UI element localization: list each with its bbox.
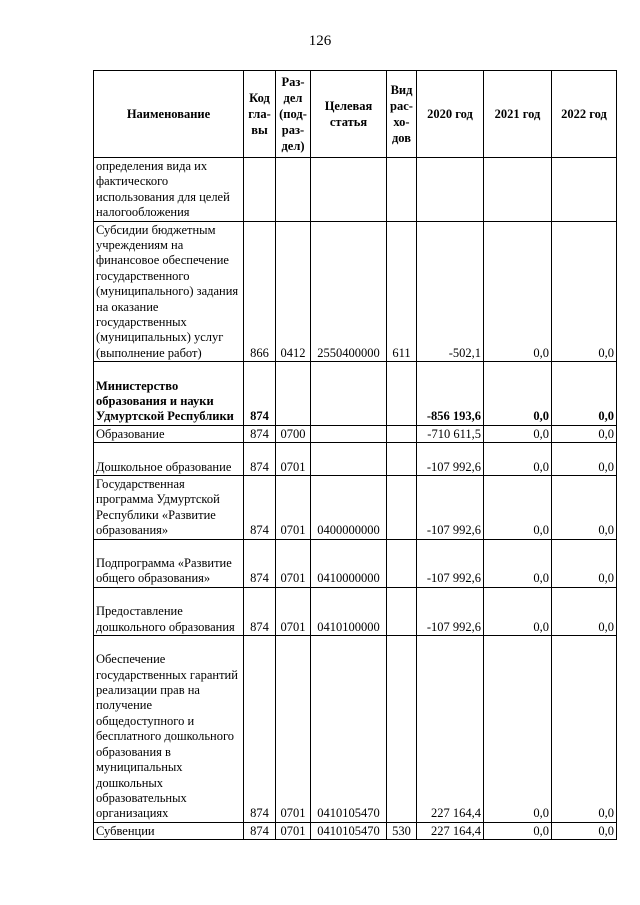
row-section: 0701 (276, 822, 311, 839)
row-type (387, 362, 417, 426)
row-article (311, 425, 387, 442)
table-row (94, 425, 617, 442)
row-value-2021: 0,0 (484, 425, 552, 442)
row-value-2021: 0,0 (484, 475, 552, 539)
header-section-line: Раз- (281, 75, 305, 89)
header-section-line: раз- (281, 123, 305, 137)
row-article: 0410100000 (311, 587, 387, 635)
row-code: 874 (244, 425, 276, 442)
row-value-2020: -502,1 (417, 221, 484, 362)
header-article-line: Целевая (324, 99, 373, 113)
row-code (244, 158, 276, 222)
row-value-2022: 0,0 (552, 635, 617, 822)
row-type (387, 443, 417, 476)
header-type-line: Вид (390, 83, 413, 97)
table-row (94, 443, 617, 476)
header-type-line: хо- (393, 115, 410, 129)
row-article: 0410000000 (311, 539, 387, 587)
row-name: Образование (94, 425, 244, 442)
row-article: 2550400000 (311, 221, 387, 362)
row-article (311, 362, 387, 426)
header-code-line: вы (251, 123, 268, 137)
row-section: 0701 (276, 539, 311, 587)
header-type (387, 71, 417, 158)
header-name: Наименование (94, 71, 244, 158)
row-value-2022: 0,0 (552, 587, 617, 635)
table-row (94, 362, 617, 426)
row-name: Предоставление дошкольного образования (94, 587, 244, 635)
row-name: Дошкольное образование (94, 443, 244, 476)
page-number: 126 (308, 33, 332, 49)
row-type: 611 (387, 221, 417, 362)
row-name: Субсидии бюджетным учреждениям на финансовое обеспечение государственного (муниципального) задания на оказание государственных (муниципальных) услуг (выполнение работ) (94, 221, 244, 362)
row-value-2020: -107 992,6 (417, 443, 484, 476)
row-value-2022: 0,0 (552, 443, 617, 476)
row-type (387, 158, 417, 222)
row-value-2022: 0,0 (552, 822, 617, 839)
row-code: 874 (244, 362, 276, 426)
header-2022: 2022 год (552, 71, 617, 158)
row-value-2020 (417, 158, 484, 222)
row-name: Обеспечение государственных гарантий реализации прав на получение общедоступного и бесплатного дошкольного образования в муниципальных дошкольных образовательных организациях (94, 635, 244, 822)
header-type-line: рас- (390, 99, 413, 113)
row-section: 0701 (276, 587, 311, 635)
row-code: 874 (244, 539, 276, 587)
header-2020: 2020 год (417, 71, 484, 158)
row-value-2020: -107 992,6 (417, 475, 484, 539)
header-section-line: дел (283, 91, 303, 105)
row-article (311, 443, 387, 476)
row-code: 874 (244, 822, 276, 839)
row-name: Подпрограмма «Развитие общего образования» (94, 539, 244, 587)
row-value-2021: 0,0 (484, 443, 552, 476)
table-row (94, 822, 617, 839)
row-section: 0700 (276, 425, 311, 442)
row-value-2022: 0,0 (552, 475, 617, 539)
row-value-2021: 0,0 (484, 539, 552, 587)
row-value-2021: 0,0 (484, 822, 552, 839)
row-value-2022: 0,0 (552, 362, 617, 426)
row-value-2020: -856 193,6 (417, 362, 484, 426)
budget-table (93, 70, 617, 840)
row-type (387, 587, 417, 635)
row-value-2020: -107 992,6 (417, 539, 484, 587)
row-value-2022 (552, 158, 617, 222)
row-code: 874 (244, 443, 276, 476)
row-name: Государственная программа Удмуртской Республики «Развитие образования» (94, 475, 244, 539)
row-article: 0400000000 (311, 475, 387, 539)
row-article: 0410105470 (311, 822, 387, 839)
row-code: 874 (244, 587, 276, 635)
table-row (94, 539, 617, 587)
header-code (244, 71, 276, 158)
row-value-2021: 0,0 (484, 635, 552, 822)
row-value-2021: 0,0 (484, 362, 552, 426)
row-section: 0412 (276, 221, 311, 362)
row-section (276, 158, 311, 222)
row-name: определения вида их фактического использования для целей налогообложения (94, 158, 244, 222)
row-value-2022: 0,0 (552, 539, 617, 587)
header-section (276, 71, 311, 158)
row-section: 0701 (276, 443, 311, 476)
header-code-line: гла- (248, 107, 271, 121)
row-article: 0410105470 (311, 635, 387, 822)
row-value-2020: 227 164,4 (417, 822, 484, 839)
row-value-2020: 227 164,4 (417, 635, 484, 822)
row-type (387, 635, 417, 822)
header-type-line: дов (391, 131, 411, 145)
row-code: 874 (244, 635, 276, 822)
row-section (276, 362, 311, 426)
table-row (94, 587, 617, 635)
row-name: Субвенции (94, 822, 244, 839)
row-value-2021: 0,0 (484, 587, 552, 635)
row-type: 530 (387, 822, 417, 839)
table-row (94, 475, 617, 539)
row-code: 874 (244, 475, 276, 539)
row-value-2021 (484, 158, 552, 222)
table-body (94, 158, 617, 840)
header-code-line: Код (249, 91, 270, 105)
row-type (387, 539, 417, 587)
row-value-2020: -710 611,5 (417, 425, 484, 442)
row-value-2022: 0,0 (552, 221, 617, 362)
row-value-2022: 0,0 (552, 425, 617, 442)
row-value-2021: 0,0 (484, 221, 552, 362)
row-value-2020: -107 992,6 (417, 587, 484, 635)
header-article-line: статья (329, 115, 368, 129)
row-type (387, 475, 417, 539)
row-section: 0701 (276, 635, 311, 822)
row-article (311, 158, 387, 222)
header-section-line: (под- (279, 107, 307, 121)
table-row (94, 221, 617, 362)
header-article (311, 71, 387, 158)
header-2021: 2021 год (484, 71, 552, 158)
table-row (94, 635, 617, 822)
row-type (387, 425, 417, 442)
header-section-line: дел) (281, 139, 305, 153)
row-name: Министерство образования и науки Удмуртской Республики (94, 362, 244, 426)
header-row (94, 71, 617, 158)
table-row (94, 158, 617, 222)
row-section: 0701 (276, 475, 311, 539)
row-code: 866 (244, 221, 276, 362)
